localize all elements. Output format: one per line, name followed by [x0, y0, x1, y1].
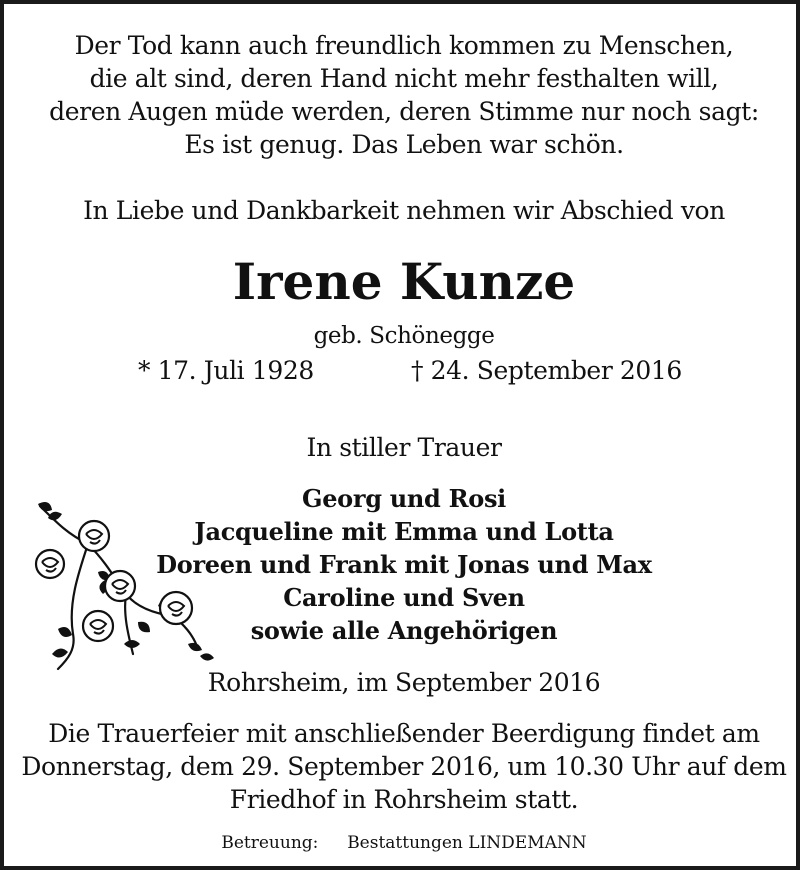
family-line-1: Georg und Rosi: [302, 484, 506, 513]
poem-line-1: Der Tod kann auch freundlich kommen zu Menschen,: [74, 31, 734, 60]
place-and-date: Rohrsheim, im September 2016: [207, 668, 601, 697]
family-line-3: Doreen und Frank mit Jonas und Max: [156, 550, 652, 579]
funeral-line-2: Donnerstag, dem 29. September 2016, um 10.30 Uhr auf dem: [21, 752, 787, 781]
funeral-line-3: Friedhof in Rohrsheim statt.: [229, 785, 579, 814]
footer-credit: [4, 833, 800, 853]
funeral-line-1: Die Trauerfeier mit anschließender Beerdigung findet am: [48, 719, 760, 748]
death-date: † 24. September 2016: [411, 356, 682, 385]
footer-company: Bestattungen LINDEMANN: [347, 833, 587, 853]
footer-label: Betreuung:: [221, 833, 319, 853]
poem-line-4: Es ist genug. Das Leben war schön.: [184, 130, 624, 159]
poem-line-2: die alt sind, deren Hand nicht mehr festhalten will,: [89, 64, 719, 93]
family-line-2: Jacqueline mit Emma und Lotta: [194, 517, 614, 546]
roses-icon: [28, 494, 228, 674]
birth-date: * 17. Juli 1928: [138, 356, 314, 385]
deceased-name: Irene Kunze: [232, 252, 576, 311]
maiden-name: geb. Schönegge: [313, 323, 495, 349]
mourning-heading: In stiller Trauer: [306, 433, 502, 462]
family-line-5: sowie alle Angehörigen: [250, 616, 558, 645]
farewell-intro: In Liebe und Dankbarkeit nehmen wir Abschied von: [83, 196, 725, 225]
poem-line-3: deren Augen müde werden, deren Stimme nur noch sagt:: [49, 97, 759, 126]
family-line-4: Caroline und Sven: [283, 583, 525, 612]
